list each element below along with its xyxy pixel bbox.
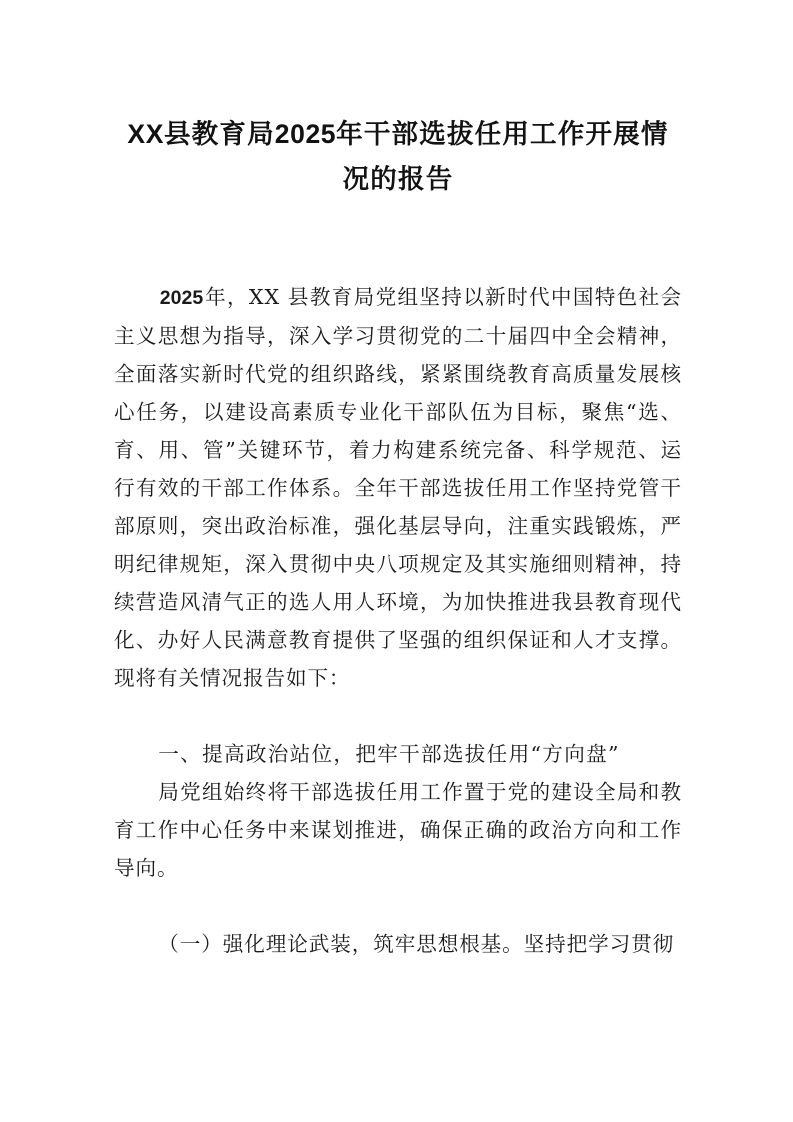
- title-cjk-rest: 年干部选拔任用工作开展情况: [336, 119, 669, 195]
- intro-year: 2025: [159, 287, 204, 309]
- intro-paragraph-text: 年，XX 县教育局党组坚持以新时代中国特色社会主义思想为指导，深入学习贯彻党的二十届四中全会精神，全面落实新时代党的组织路线，紧紧围绕教育高质量发展核心任务，以建设高素质专业化干部队伍为目标，聚焦“选、育、用、管”关键环节，着力构建系统完备、科学规范、运行有效的干部工作体系。全年干部选拔任用工作坚持党管干部原则，突出政治标准，强化基层导向，注重实践锻炼，严明纪律规矩，深入贯彻中央八项规定及其实施细则精神，持续营造风清气正的选人用人环境，为加快推进我县教育现代化、办好人民满意教育提供了坚强的组织保证和人才支撑。现将有关情况报告如下：: [114, 285, 682, 690]
- section-one-body: 局党组始终将干部选拔任用工作置于党的建设全局和教育工作中心任务中来谋划推进，确保正确的政治方向和工作导向。: [114, 780, 682, 880]
- title-year: 2025: [274, 119, 337, 149]
- subsection-one-paragraph: （一）强化理论武装，筑牢思想根基。坚持把学习贯彻: [158, 932, 675, 956]
- intro-paragraph: [114, 278, 682, 697]
- paragraph-spacer-1: [114, 697, 682, 735]
- title-line-two: 的报告: [370, 164, 454, 195]
- title-body-spacer: [114, 202, 682, 278]
- page-title: [114, 112, 682, 202]
- section-heading-one: 一、提高政治站位，把牢干部选拔任用“方向盘”: [158, 742, 620, 766]
- paragraph-spacer-2: [114, 887, 682, 925]
- document-body: [114, 112, 682, 963]
- title-latin-prefix: XX: [127, 119, 164, 149]
- title-cjk-org: 县教育局: [163, 119, 275, 150]
